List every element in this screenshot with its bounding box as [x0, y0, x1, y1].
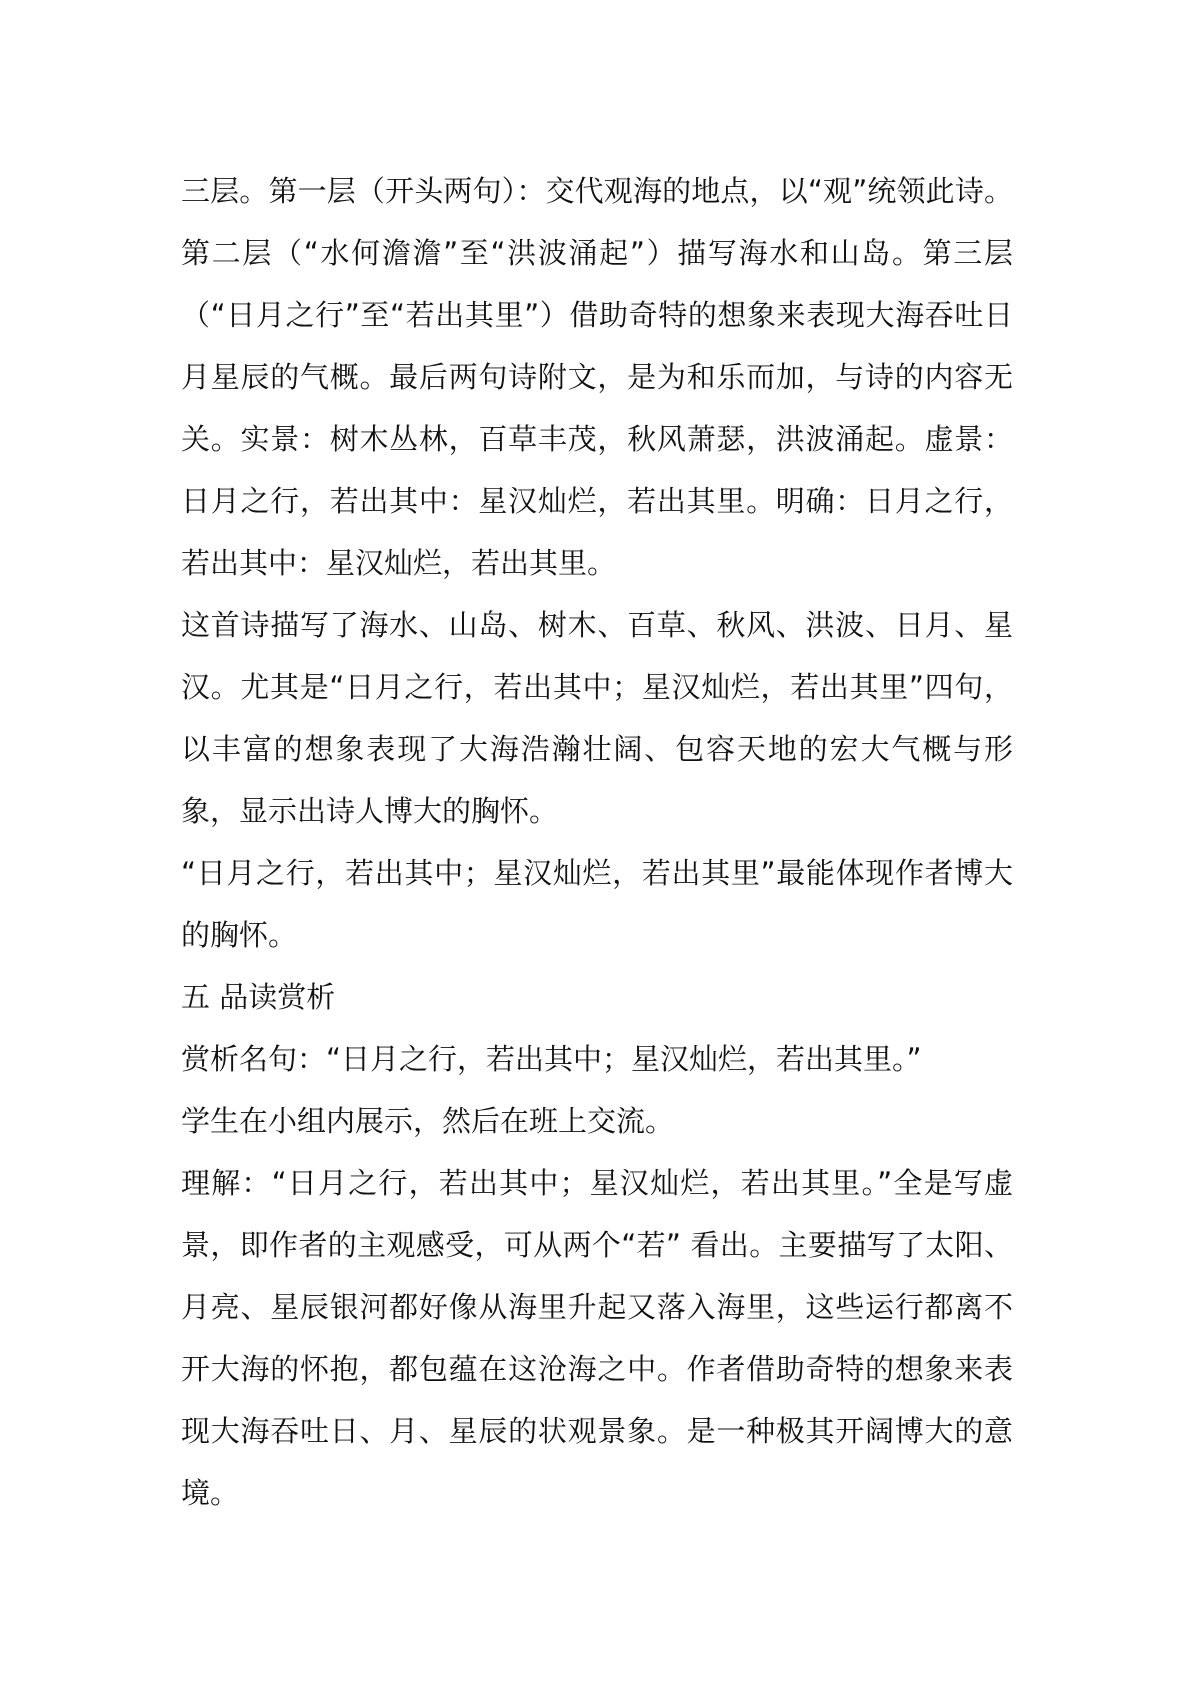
- document-page: [181, 160, 1013, 1524]
- section-heading-appreciation: 五 品读赏析: [181, 980, 336, 1014]
- paragraph-imagery-summary: 这首诗描写了海水、山岛、树木、百草、秋风、洪波、日月、星汉。尤其是“日月之行，若出其中；星汉灿烂，若出其里”四句，以丰富的想象表现了大海浩瀚壮阔、包容天地的宏大气概与形象，显示出诗人博大的胸怀。: [181, 608, 1013, 828]
- paragraph-key-lines: “日月之行，若出其中；星汉灿烂，若出其里”最能体现作者博大的胸怀。: [181, 856, 1013, 952]
- paragraph-understanding: 理解：“日月之行，若出其中；星汉灿烂，若出其里。”全是写虚景，即作者的主观感受，可从两个“若” 看出。主要描写了太阳、月亮、星辰银河都好像从海里升起又落入海里，这些运行都离不开大海的怀抱，都包蕴在这沧海之中。作者借助奇特的想象来表现大海吞吐日、月、星辰的状观景象。是一种极其开阔博大的意境。: [181, 1166, 1013, 1510]
- paragraph-famous-line: 赏析名句：“日月之行，若出其中；星汉灿烂，若出其里。”: [181, 1042, 922, 1076]
- paragraph-structure-analysis: 三层。第一层（开头两句）：交代观海的地点，以“观”统领此诗。第二层（“水何澹澹”至“洪波涌起”）描写海水和山岛。第三层（“日月之行”至“若出其里”）借助奇特的想象来表现大海吞吐日月星辰的气概。最后两句诗附文，是为和乐而加，与诗的内容无关。实景：树木丛林，百草丰茂，秋风萧瑟，洪波涌起。虚景：日月之行，若出其中：星汉灿烂，若出其里。明确：日月之行，若出其中：星汉灿烂，若出其里。: [181, 174, 1013, 580]
- paragraph-group-activity: 学生在小组内展示，然后在班上交流。: [181, 1104, 675, 1138]
